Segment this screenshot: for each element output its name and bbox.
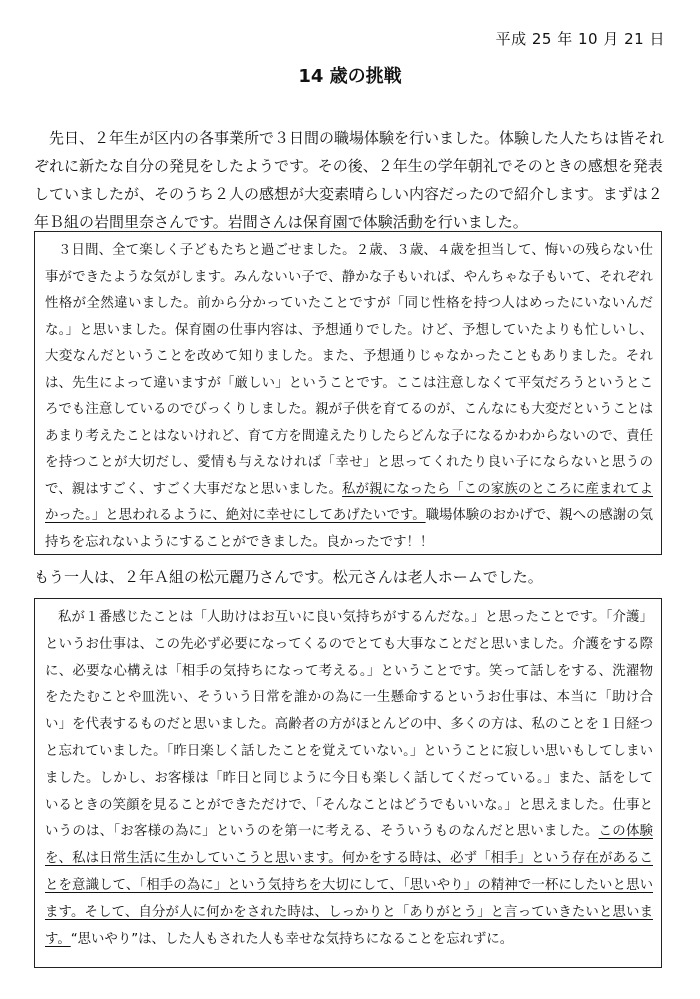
essay-1-text-before: ３日間、全て楽しく子どもたちと過ごせました。２歳、３歳、４歳を担当して、悔いの残らない仕事ができたような気がします。みんないい子で、静かな子もいれば、やんちゃな子もいて、それぞれ性格が全然違いました。前から分かっていたことですが「同じ性格を持つ人はめったにいないんだな。」と思いました。保育園の仕事内容は、予想通りでした。けど、予想していたよりも忙しいし、大変なんだということを改めて知りました。また、予想通りじゃなかったこともありました。それは、先生によって違いますが「厳しい」ということです。ここは注意しなくて平気だろうというところでも注意しているのでびっくりしました。親が子供を育てるのが、こんなにも大変だということはあまり考えたことはないけれど、育て方を間違えたりしたらどんな子になるかわからないので、責任を持つことが大切だし、愛情も与えなければ「幸せ」と思ってくれたり良い子にならないと思うので、親はすごく、すごく大事だなと思いました。 bbox=[45, 243, 653, 497]
essay-2-text bbox=[45, 605, 653, 953]
essay-box-1 bbox=[34, 231, 662, 555]
transition-text: もう一人は、２年Ａ組の松元麗乃さんです。松元さんは老人ホームでした。 bbox=[34, 568, 543, 586]
essay-2-text-after: “思いやり”は、した人もされた人も幸せな気持ちになることを忘れずに。 bbox=[70, 931, 514, 947]
essay-1-text bbox=[45, 238, 653, 556]
essay-box-2 bbox=[34, 598, 662, 968]
essay-2-text-before: 私が１番感じたことは「人助けはお互いに良い気持ちがするんだな。」と思ったことです。「介護」というお仕事は、この先必ず必要になってくるのでとても大事なことだと思いました。介護をする際に、必要な心構えは「相手の気持ちになって考える。」ということです。笑って話しをする、洗濯物をたたむことや皿洗い、そういう日常を誰かの為に一生懸命するというお仕事は、本当に「助け合い」を代表するものだと思いました。高齢者の方がほとんどの中、多くの方は、私のことを１日経つと忘れていました。「昨日楽しく話したことを覚えていない。」ということに寂しい思いもしてしまいました。しかし、お客様は「昨日と同じように今日も楽しく話してくだっている。」また、話をしているときの笑顔を見ることができただけで、「そんなことはどうでもいいな。」と思えました。仕事というのは、「お客様の為に」というのを第一に考える、そういうものなんだと思いました。 bbox=[45, 610, 653, 840]
essay-1-text-after: 職場体験のおかげで、親への感謝の気持ちを忘れないようにすることができました。良かったです！！ bbox=[45, 508, 654, 550]
intro-paragraph: 先日、２年生が区内の各事業所で３日間の職場体験を行いました。体験した人たちは皆それぞれに新たな自分の発見をしたようです。その後、２年生の学年朝礼でそのときの感想を発表していましたが、そのうち２人の感想が大変素晴らしい内容だったので紹介します。まずは２年Ｂ組の岩間里奈さんです。岩間さんは保育園で体験活動を行いました。 bbox=[34, 129, 665, 231]
date: 平成 25 年 10 月 21 日 bbox=[495, 30, 665, 48]
essay-1-underlined-text: 私が親になったら「この家族のところに産まれてよかった。」と思われるように、絶対に幸せにしてあげたいです。 bbox=[45, 481, 654, 523]
page-title: 14 歳の挑戦 bbox=[298, 66, 402, 87]
essay-2-underlined-text: この体験を、私は日常生活に生かしていこうと思います。何かをする時は、必ず「相手」という存在があることを意識して、「相手の為に」という気持ちを大切にして、「思いやり」の精神で一杯にしたいと思います。そして、自分が人に何かをされた時は、しっかりと「ありがとう」と言っていきたいと思います。 bbox=[45, 824, 653, 947]
